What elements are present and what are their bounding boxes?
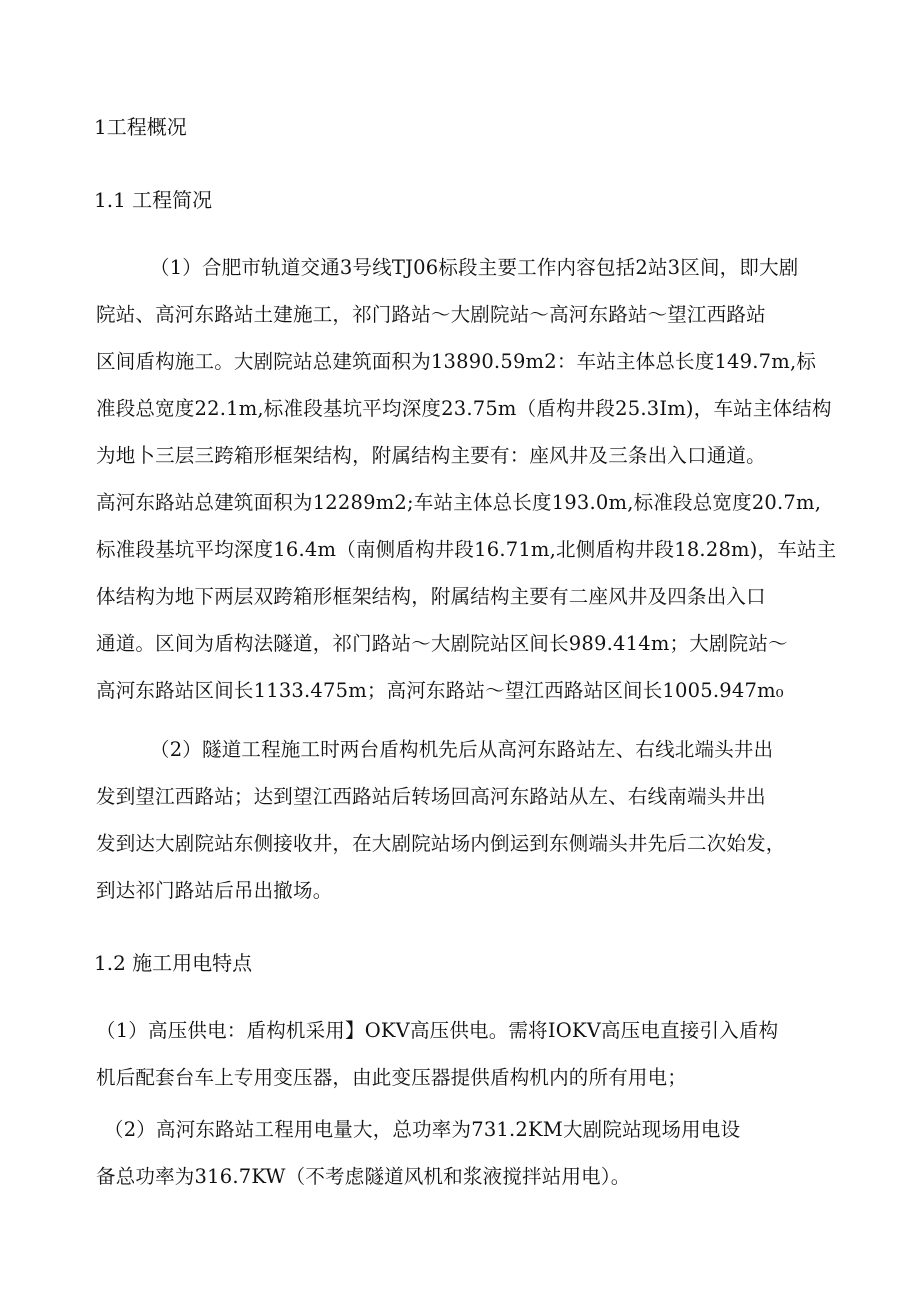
- paragraph-line: 准段总宽度22.1m,标准段基坑平均深度23.75m（盾构井段25.3Im)，车站主体结构: [96, 397, 832, 420]
- paragraph-line: 体结构为地下两层双跨箱形框架结构，附属结构主要有二座风井及四条出入口: [96, 585, 766, 608]
- paragraph-line: （2）高河东路站工程用电量大，总功率为731.2KM大剧院站现场用电设: [104, 1118, 741, 1141]
- paragraph-line: 区间盾构施工。大剧院站总建筑面积为13890.59m2：车站主体总长度149.7m,标: [96, 350, 817, 373]
- paragraph-line: 发到达大剧院站东侧接收井，在大剧院站场内倒运到东侧端头井先后二次始发，: [96, 832, 786, 855]
- section-heading-1: 1工程概况: [94, 115, 187, 139]
- section-heading-1-2: 1.2 施工用电特点: [94, 951, 253, 975]
- paragraph-line: 发到望江西路站；达到望江西路站后转场回高河东路站从左、右线南端头井出: [96, 785, 766, 808]
- paragraph-line: （1）高压供电：盾构机采用】OKV高压供电。需将IOKV高压电直接引入盾构: [96, 1019, 779, 1042]
- paragraph-line: 院站、高河东路站土建施工，祁门路站～大剧院站～高河东路站～望江西路站: [96, 303, 766, 326]
- section-heading-1-1: 1.1 工程简况: [94, 188, 213, 212]
- paragraph-line: 标准段基坑平均深度16.4m（南侧盾构井段16.71m,北侧盾构井段18.28m)，车站主: [96, 538, 837, 561]
- paragraph-line: 备总功率为316.7KW（不考虑隧道风机和浆液搅拌站用电）。: [96, 1165, 631, 1188]
- paragraph-line: （2）隧道工程施工时两台盾构机先后从高河东路站左、右线北端头井出: [150, 738, 774, 761]
- paragraph-line: 通道。区间为盾构法隧道，祁门路站～大剧院站区间长989.414m；大剧院站～: [96, 632, 788, 655]
- paragraph-line: 为地卜三层三跨箱形框架结构，附属结构主要有：座风井及三条出入口通道。: [96, 444, 766, 467]
- paragraph-line: 高河东路站区间长1133.475m；高河东路站～望江西路站区间长1005.947m₀: [96, 679, 784, 702]
- paragraph-line: （1）合肥市轨道交通3号线TJ06标段主要工作内容包括2站3区间，即大剧: [150, 256, 799, 279]
- paragraph-line: 到达祁门路站后吊出撤场。: [96, 879, 333, 902]
- paragraph-line: 机后配套台车上专用变压器，由此变压器提供盾构机内的所有用电；: [96, 1066, 688, 1089]
- paragraph-line: 高河东路站总建筑面积为12289m2;车站主体总长度193.0m,标准段总宽度20.7m,: [96, 491, 822, 514]
